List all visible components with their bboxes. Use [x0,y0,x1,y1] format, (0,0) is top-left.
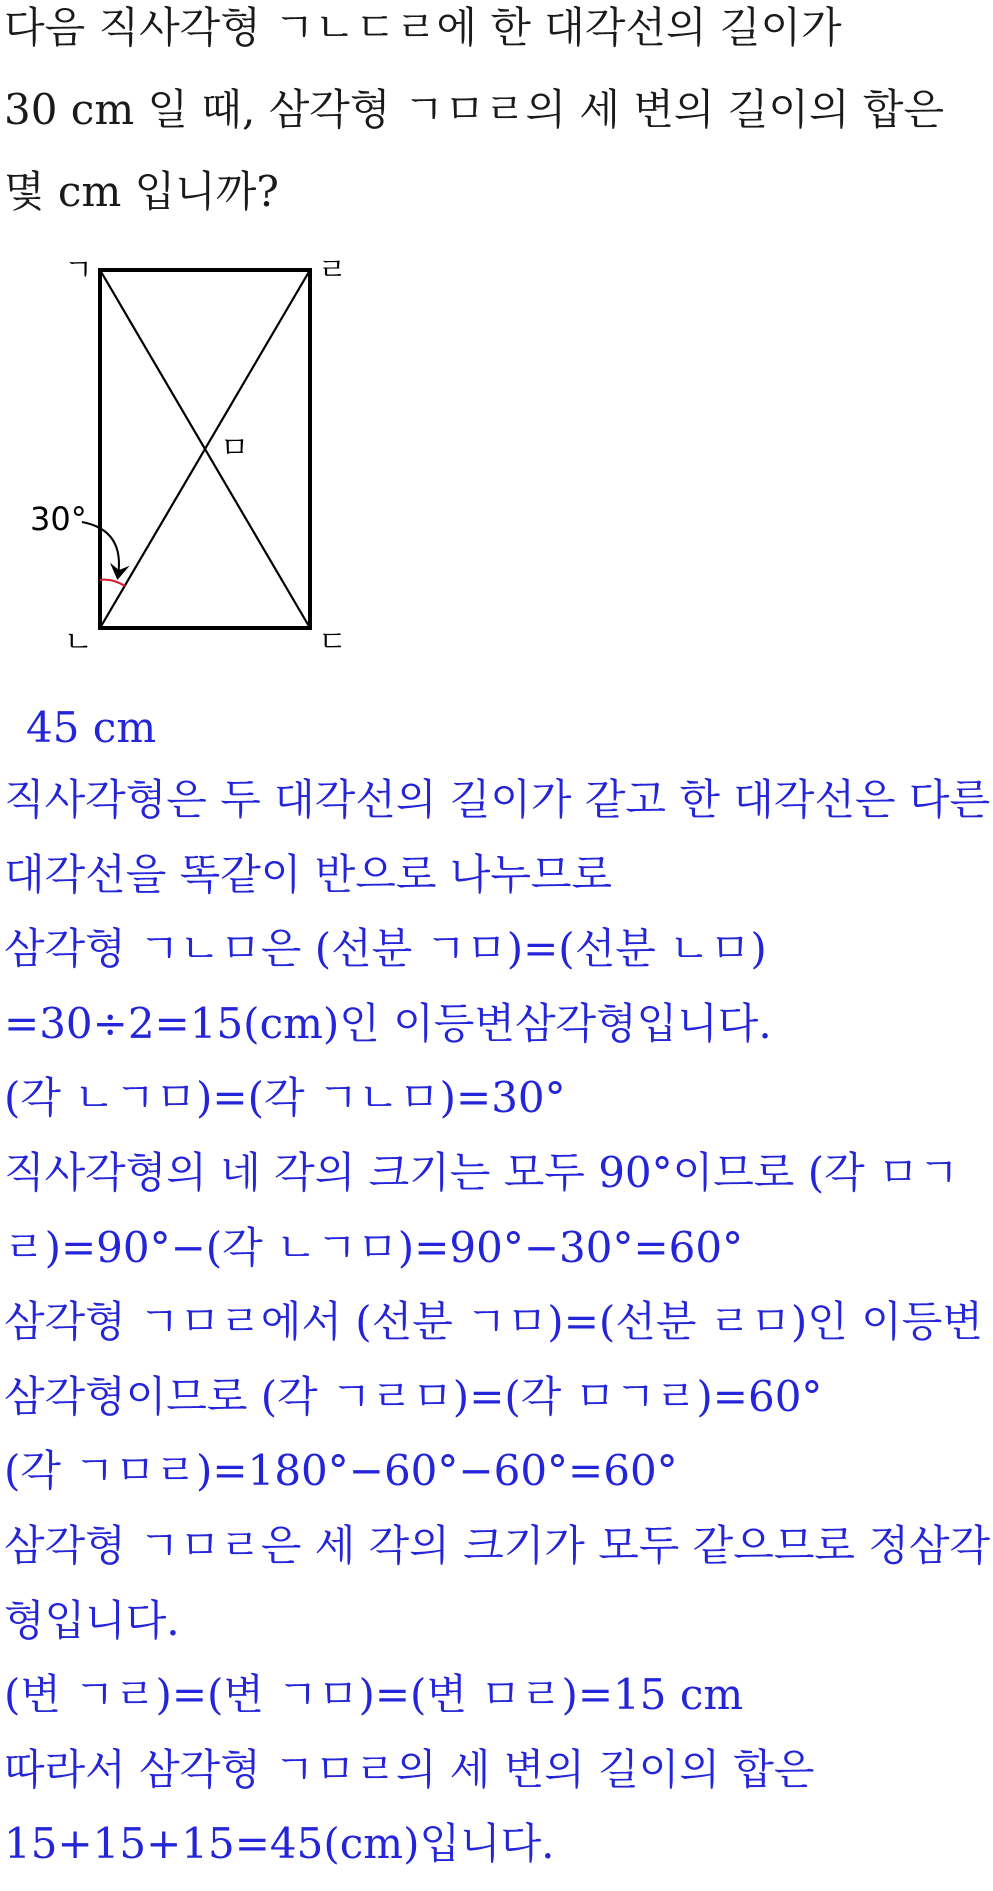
angle-label: 30° [30,500,87,538]
explanation-line-7: ㄹ)=90°−(각 ㄴㄱㅁ)=90°−30°=60° [4,1222,744,1272]
vertex-label-bottom-right: ㄷ [318,625,347,660]
rectangle-figure [0,240,380,660]
explanation-line-14: 따라서 삼각형 ㄱㅁㄹ의 세 변의 길이의 합은 [4,1744,815,1794]
question-text [4,0,989,246]
vertex-label-bottom-left: ㄴ [64,625,93,660]
question-line-3: 몇 cm 입니까? [4,167,279,216]
explanation-line-1: 직사각형은 두 대각선의 길이가 같고 한 대각선은 다른 [4,775,991,824]
vertex-label-top-left: ㄱ [64,253,93,288]
question-line-2: 30 cm 일 때, 삼각형 ㄱㅁㄹ의 세 변의 길이의 합은 [4,85,945,134]
angle-arc [100,580,125,586]
explanation-line-11: 삼각형 ㄱㅁㄹ은 세 각의 크기가 모두 같으므로 정삼각 [4,1520,991,1570]
explanation-line-12: 형입니다. [4,1595,180,1645]
center-point-label: ㅁ [220,431,249,466]
explanation-line-15: 15+15+15=45(cm)입니다. [4,1819,555,1869]
explanation-line-3: 삼각형 ㄱㄴㅁ은 (선분 ㄱㅁ)=(선분 ㄴㅁ) [4,924,767,974]
explanation-line-8: 삼각형 ㄱㅁㄹ에서 (선분 ㄱㅁ)=(선분 ㄹㅁ)인 이등변 [4,1297,983,1347]
explanation-line-13: (변 ㄱㄹ)=(변 ㄱㅁ)=(변 ㅁㄹ)=15 cm [4,1670,744,1720]
explanation-line-10: (각 ㄱㅁㄹ)=180°−60°−60°=60° [4,1446,678,1496]
explanation-text [4,772,989,1891]
explanation-line-4: =30÷2=15(cm)인 이등변삼각형입니다. [4,998,772,1048]
answer-value: 45 cm [26,703,157,752]
vertex-label-top-right: ㄹ [318,253,347,288]
rectangle-diagram [0,240,380,660]
explanation-line-5: (각 ㄴㄱㅁ)=(각 ㄱㄴㅁ)=30° [4,1073,566,1123]
question-line-1: 다음 직사각형 ㄱㄴㄷㄹ에 한 대각선의 길이가 [4,3,842,52]
explanation-line-9: 삼각형이므로 (각 ㄱㄹㅁ)=(각 ㅁㄱㄹ)=60° [4,1371,823,1421]
explanation-line-2: 대각선을 똑같이 반으로 나누므로 [4,849,613,899]
explanation-line-6: 직사각형의 네 각의 크기는 모두 90°이므로 (각 ㅁㄱ [4,1147,960,1197]
